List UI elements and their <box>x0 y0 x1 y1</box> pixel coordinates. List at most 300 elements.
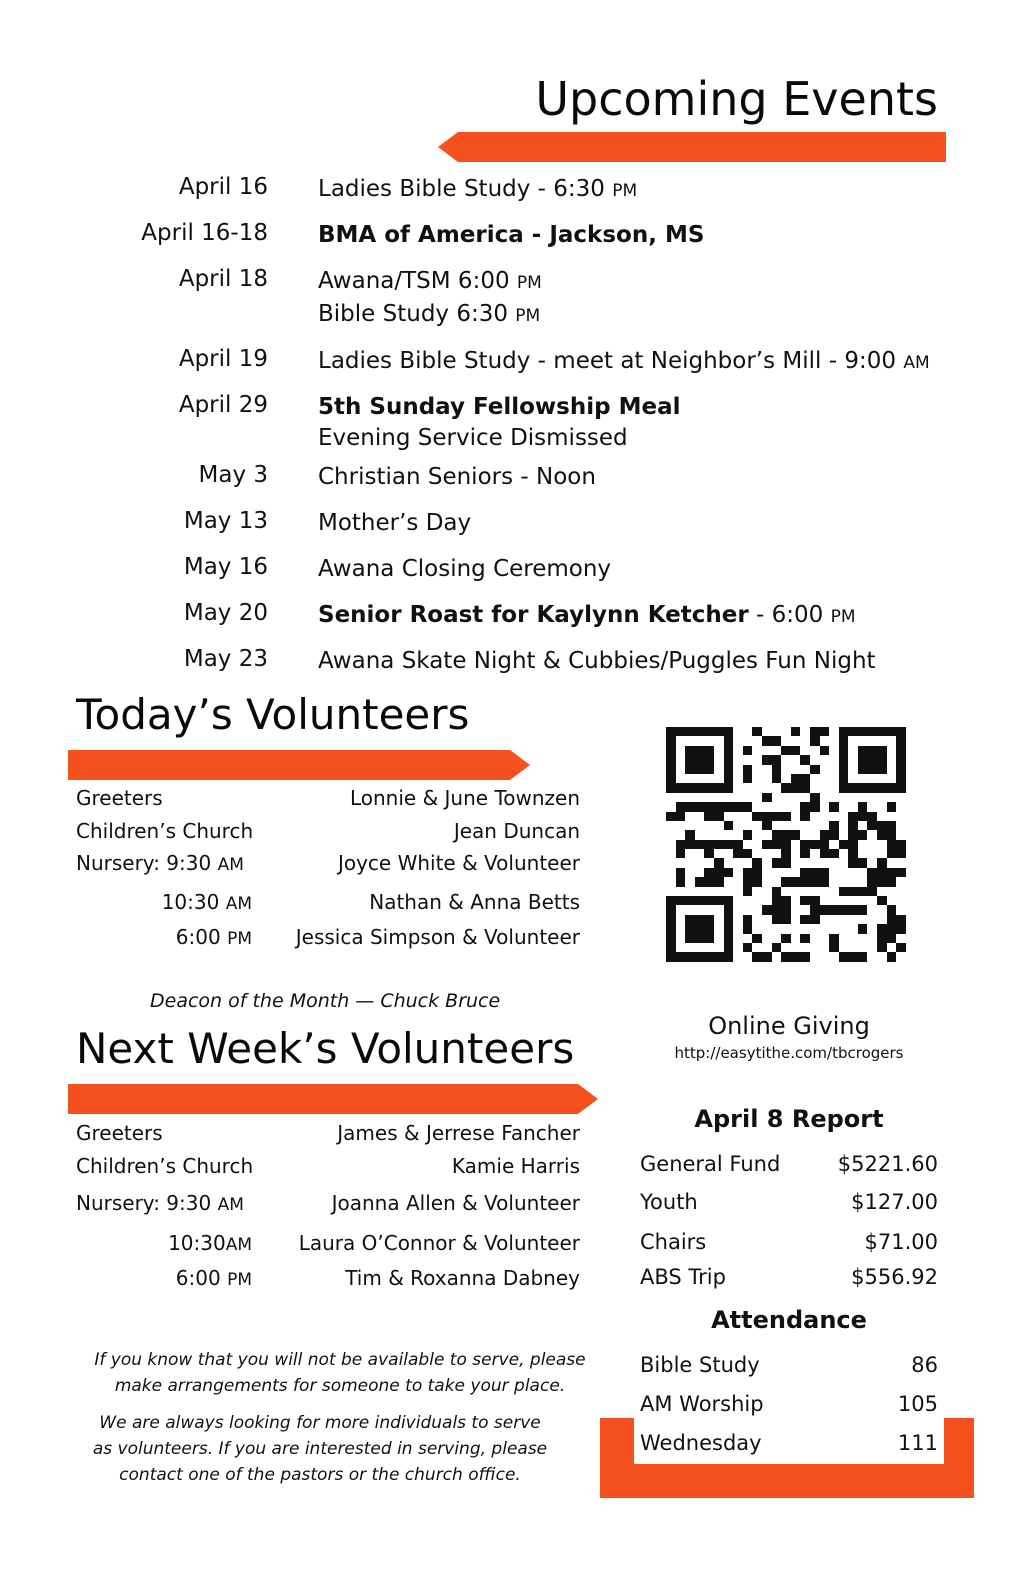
qr-module <box>772 840 782 849</box>
qr-module <box>810 858 820 867</box>
qr-module <box>733 793 743 802</box>
qr-module <box>743 802 753 811</box>
report-value: $71.00 <box>864 1230 938 1254</box>
qr-module <box>810 934 820 943</box>
event-date: May 3 <box>198 462 268 488</box>
qr-module <box>820 943 830 952</box>
qr-module <box>781 727 791 736</box>
qr-module <box>695 877 705 886</box>
qr-module <box>839 840 849 849</box>
qr-module <box>743 840 753 849</box>
qr-module <box>887 887 897 896</box>
qr-module <box>839 887 849 896</box>
qr-module <box>820 934 830 943</box>
volunteer-row <box>0 786 600 814</box>
qr-module <box>848 924 858 933</box>
qr-module <box>685 812 695 821</box>
volunteer-name: Joyce White & Volunteer <box>337 851 580 875</box>
qr-module <box>858 774 868 783</box>
qr-module <box>810 849 820 858</box>
qr-module <box>887 858 897 867</box>
volunteer-name: Laura O’Connor & Volunteer <box>298 1231 580 1255</box>
qr-module <box>762 746 772 755</box>
qr-module <box>858 746 868 755</box>
qr-module <box>743 915 753 924</box>
qr-module <box>676 887 686 896</box>
qr-module <box>887 774 897 783</box>
qr-module <box>839 830 849 839</box>
qr-module <box>685 774 695 783</box>
qr-module <box>685 924 695 933</box>
qr-module <box>724 793 734 802</box>
qr-module <box>791 858 801 867</box>
qr-module <box>800 905 810 914</box>
qr-module <box>781 896 791 905</box>
qr-module <box>791 821 801 830</box>
qr-module <box>743 727 753 736</box>
qr-module <box>781 821 791 830</box>
qr-module <box>695 830 705 839</box>
volunteer-role: 10:30 AM <box>161 890 252 914</box>
qr-module <box>752 849 762 858</box>
qr-module <box>877 830 887 839</box>
qr-module <box>752 896 762 905</box>
event-date: May 16 <box>183 554 268 580</box>
qr-module <box>867 783 877 792</box>
qr-module <box>695 774 705 783</box>
qr-module <box>829 924 839 933</box>
qr-module <box>848 830 858 839</box>
qr-module <box>810 924 820 933</box>
report-value: $556.92 <box>851 1265 938 1289</box>
qr-module <box>810 877 820 886</box>
event-date: May 20 <box>183 600 268 626</box>
qr-module <box>666 783 676 792</box>
qr-module <box>781 868 791 877</box>
qr-module <box>858 840 868 849</box>
qr-module <box>858 802 868 811</box>
qr-module <box>820 896 830 905</box>
qr-module <box>839 812 849 821</box>
qr-module <box>666 924 676 933</box>
qr-module <box>733 765 743 774</box>
qr-module <box>772 830 782 839</box>
qr-module <box>800 765 810 774</box>
next-week-volunteers-title: Next Week’s Volunteers <box>76 1024 575 1073</box>
qr-module <box>762 802 772 811</box>
qr-module <box>848 765 858 774</box>
event-description: Ladies Bible Study - meet at Neighbor’s Mill - 9:00 AM <box>318 348 930 374</box>
report-label: ABS Trip <box>640 1265 726 1289</box>
qr-module <box>800 868 810 877</box>
qr-module <box>858 915 868 924</box>
qr-module <box>839 774 849 783</box>
qr-module <box>877 727 887 736</box>
qr-module <box>829 858 839 867</box>
qr-module <box>704 934 714 943</box>
qr-module <box>810 943 820 952</box>
qr-module <box>781 887 791 896</box>
qr-module <box>714 821 724 830</box>
qr-module <box>829 830 839 839</box>
qr-module <box>839 868 849 877</box>
qr-module <box>714 830 724 839</box>
qr-module <box>877 858 887 867</box>
qr-module <box>743 821 753 830</box>
qr-module <box>810 736 820 745</box>
qr-module <box>820 802 830 811</box>
qr-module <box>666 943 676 952</box>
qr-module <box>829 727 839 736</box>
qr-module <box>810 783 820 792</box>
qr-module <box>848 802 858 811</box>
qr-module <box>704 840 714 849</box>
qr-module <box>704 765 714 774</box>
qr-module <box>877 812 887 821</box>
qr-module <box>848 877 858 886</box>
qr-module <box>676 774 686 783</box>
event-date: April 16 <box>178 174 268 200</box>
qr-module <box>724 736 734 745</box>
qr-module <box>848 821 858 830</box>
qr-module <box>896 727 906 736</box>
qr-module <box>887 952 897 961</box>
qr-module <box>829 905 839 914</box>
volunteer-row <box>0 1231 600 1259</box>
qr-module <box>676 755 686 764</box>
qr-module <box>666 746 676 755</box>
attendance-row <box>640 1392 938 1422</box>
qr-module <box>762 830 772 839</box>
event-description: Awana Skate Night & Cubbies/Puggles Fun Night <box>318 648 876 674</box>
qr-module <box>676 905 686 914</box>
qr-module <box>695 793 705 802</box>
qr-module <box>752 915 762 924</box>
volunteer-name: Nathan & Anna Betts <box>369 890 580 914</box>
qr-module <box>695 943 705 952</box>
qr-module <box>762 774 772 783</box>
qr-module <box>810 727 820 736</box>
qr-module <box>704 915 714 924</box>
qr-module <box>685 783 695 792</box>
qr-module <box>858 812 868 821</box>
event-description: Ladies Bible Study - 6:30 PM <box>318 176 638 202</box>
qr-module <box>877 896 887 905</box>
volunteer-role: 6:00 PM <box>175 1266 252 1290</box>
qr-module <box>714 943 724 952</box>
volunteer-row <box>0 1191 600 1219</box>
qr-module <box>685 868 695 877</box>
qr-module <box>733 746 743 755</box>
qr-module <box>820 840 830 849</box>
qr-module <box>666 727 676 736</box>
qr-module <box>887 915 897 924</box>
qr-module <box>896 934 906 943</box>
qr-module <box>714 868 724 877</box>
qr-module <box>791 812 801 821</box>
qr-module <box>820 830 830 839</box>
qr-module <box>800 783 810 792</box>
qr-module <box>839 858 849 867</box>
deacon-of-the-month: Deacon of the Month — Chuck Bruce <box>150 990 501 1012</box>
qr-module <box>896 783 906 792</box>
qr-module <box>800 952 810 961</box>
qr-module <box>896 849 906 858</box>
qr-module <box>714 887 724 896</box>
qr-module <box>724 830 734 839</box>
qr-module <box>762 877 772 886</box>
qr-module <box>791 746 801 755</box>
event-date: April 18 <box>178 266 268 292</box>
qr-module <box>685 877 695 886</box>
qr-module <box>839 849 849 858</box>
qr-module <box>704 924 714 933</box>
qr-module <box>704 877 714 886</box>
qr-module <box>743 736 753 745</box>
qr-module <box>858 887 868 896</box>
qr-module <box>733 934 743 943</box>
upcoming-events-bar <box>438 132 946 162</box>
next-week-volunteers-bar <box>68 1084 598 1114</box>
report-row <box>640 1152 938 1182</box>
qr-module <box>839 952 849 961</box>
qr-module <box>867 774 877 783</box>
qr-module <box>820 746 830 755</box>
qr-module <box>896 765 906 774</box>
qr-module <box>848 952 858 961</box>
qr-module <box>704 746 714 755</box>
qr-module <box>877 765 887 774</box>
qr-module <box>839 793 849 802</box>
qr-module <box>752 934 762 943</box>
qr-module <box>820 793 830 802</box>
qr-module <box>733 736 743 745</box>
qr-module <box>714 793 724 802</box>
qr-module <box>848 783 858 792</box>
qr-module <box>676 736 686 745</box>
qr-module <box>714 765 724 774</box>
qr-module <box>848 774 858 783</box>
qr-module <box>685 765 695 774</box>
qr-module <box>867 934 877 943</box>
qr-module <box>858 783 868 792</box>
qr-module <box>810 952 820 961</box>
qr-module <box>772 774 782 783</box>
qr-module <box>791 877 801 886</box>
qr-module <box>704 802 714 811</box>
qr-module <box>685 802 695 811</box>
qr-module <box>810 840 820 849</box>
qr-module <box>887 783 897 792</box>
qr-module <box>820 858 830 867</box>
qr-module <box>820 915 830 924</box>
qr-module <box>733 877 743 886</box>
qr-module <box>791 924 801 933</box>
qr-module <box>685 830 695 839</box>
qr-module <box>877 952 887 961</box>
qr-module <box>791 727 801 736</box>
volunteer-row <box>0 1121 600 1149</box>
qr-module <box>839 765 849 774</box>
qr-module <box>695 905 705 914</box>
online-giving-url[interactable]: http://easytithe.com/tbcrogers <box>674 1044 904 1062</box>
event-description: Awana/TSM 6:00 PM Bible Study 6:30 PM <box>318 268 542 327</box>
qr-module <box>781 746 791 755</box>
qr-module <box>791 952 801 961</box>
qr-module <box>733 924 743 933</box>
qr-module <box>800 915 810 924</box>
qr-module <box>743 793 753 802</box>
qr-module <box>867 830 877 839</box>
qr-module <box>839 727 849 736</box>
qr-module <box>858 952 868 961</box>
qr-module <box>772 943 782 952</box>
qr-module <box>829 915 839 924</box>
event-date: May 23 <box>183 646 268 672</box>
qr-module <box>724 924 734 933</box>
qr-module <box>781 812 791 821</box>
qr-module <box>800 858 810 867</box>
qr-module <box>714 727 724 736</box>
qr-module <box>666 877 676 886</box>
qr-module <box>752 727 762 736</box>
qr-module <box>676 821 686 830</box>
qr-module <box>800 840 810 849</box>
qr-module <box>724 755 734 764</box>
volunteer-row <box>0 890 600 918</box>
qr-module <box>733 943 743 952</box>
qr-module <box>704 896 714 905</box>
qr-module <box>666 868 676 877</box>
volunteer-role: Children’s Church <box>76 1154 254 1178</box>
qr-module <box>695 887 705 896</box>
qr-module <box>839 746 849 755</box>
qr-module <box>752 877 762 886</box>
qr-module <box>781 849 791 858</box>
qr-module <box>695 952 705 961</box>
qr-module <box>848 736 858 745</box>
qr-module <box>887 934 897 943</box>
qr-module <box>752 736 762 745</box>
qr-module <box>733 783 743 792</box>
qr-module <box>714 924 724 933</box>
qr-module <box>666 812 676 821</box>
qr-module <box>695 736 705 745</box>
qr-module <box>820 783 830 792</box>
qr-module <box>800 877 810 886</box>
qr-module <box>781 915 791 924</box>
qr-module <box>733 896 743 905</box>
volunteer-role: 10:30AM <box>168 1231 252 1255</box>
qr-module <box>733 812 743 821</box>
qr-module <box>820 887 830 896</box>
qr-module <box>752 840 762 849</box>
qr-module <box>791 905 801 914</box>
qr-module <box>867 755 877 764</box>
qr-module <box>704 887 714 896</box>
qr-module <box>743 830 753 839</box>
qr-module <box>762 887 772 896</box>
qr-module <box>896 821 906 830</box>
qr-module <box>752 783 762 792</box>
qr-module <box>820 924 830 933</box>
report-title: April 8 Report <box>694 1105 884 1133</box>
report-row <box>640 1190 938 1220</box>
qr-module <box>695 915 705 924</box>
qr-module <box>896 802 906 811</box>
qr-module <box>791 849 801 858</box>
qr-module <box>762 840 772 849</box>
qr-module <box>896 877 906 886</box>
qr-module <box>772 736 782 745</box>
qr-module <box>791 736 801 745</box>
qr-module <box>867 905 877 914</box>
qr-module <box>781 793 791 802</box>
qr-module <box>733 727 743 736</box>
qr-module <box>704 793 714 802</box>
qr-module <box>791 868 801 877</box>
qr-module <box>724 905 734 914</box>
qr-module <box>829 765 839 774</box>
qr-module <box>867 765 877 774</box>
volunteer-name: Joanna Allen & Volunteer <box>331 1191 580 1215</box>
qr-module <box>781 943 791 952</box>
qr-module <box>858 727 868 736</box>
qr-module <box>743 746 753 755</box>
qr-module <box>752 924 762 933</box>
qr-module <box>743 849 753 858</box>
qr-module <box>762 793 772 802</box>
qr-module <box>800 934 810 943</box>
qr-module <box>896 943 906 952</box>
qr-module <box>829 943 839 952</box>
qr-module <box>867 849 877 858</box>
volunteer-row <box>0 851 600 879</box>
qr-module <box>772 783 782 792</box>
volunteer-recruit-note: We are always looking for more individuals to serve as volunteers. If you are interested in serving, please contact one of the pastors or the church office. <box>92 1413 548 1485</box>
qr-module <box>695 896 705 905</box>
qr-module <box>858 736 868 745</box>
qr-module <box>743 887 753 896</box>
qr-module <box>896 812 906 821</box>
qr-module <box>829 793 839 802</box>
qr-module <box>724 774 734 783</box>
qr-module <box>695 783 705 792</box>
qr-module <box>877 905 887 914</box>
qr-module <box>762 849 772 858</box>
qr-module <box>762 812 772 821</box>
qr-module <box>858 830 868 839</box>
qr-module <box>848 868 858 877</box>
qr-module <box>839 783 849 792</box>
qr-module <box>695 727 705 736</box>
qr-module <box>877 840 887 849</box>
qr-module <box>887 877 897 886</box>
qr-module <box>781 774 791 783</box>
qr-module <box>896 858 906 867</box>
qr-module <box>743 934 753 943</box>
qr-module <box>733 952 743 961</box>
qr-module <box>781 783 791 792</box>
qr-module <box>820 952 830 961</box>
report-value: $5221.60 <box>837 1152 938 1176</box>
qr-module <box>887 896 897 905</box>
event-description: BMA of America - Jackson, MS <box>318 222 705 248</box>
qr-module <box>810 821 820 830</box>
qr-module <box>791 840 801 849</box>
qr-module <box>666 952 676 961</box>
qr-module <box>887 736 897 745</box>
